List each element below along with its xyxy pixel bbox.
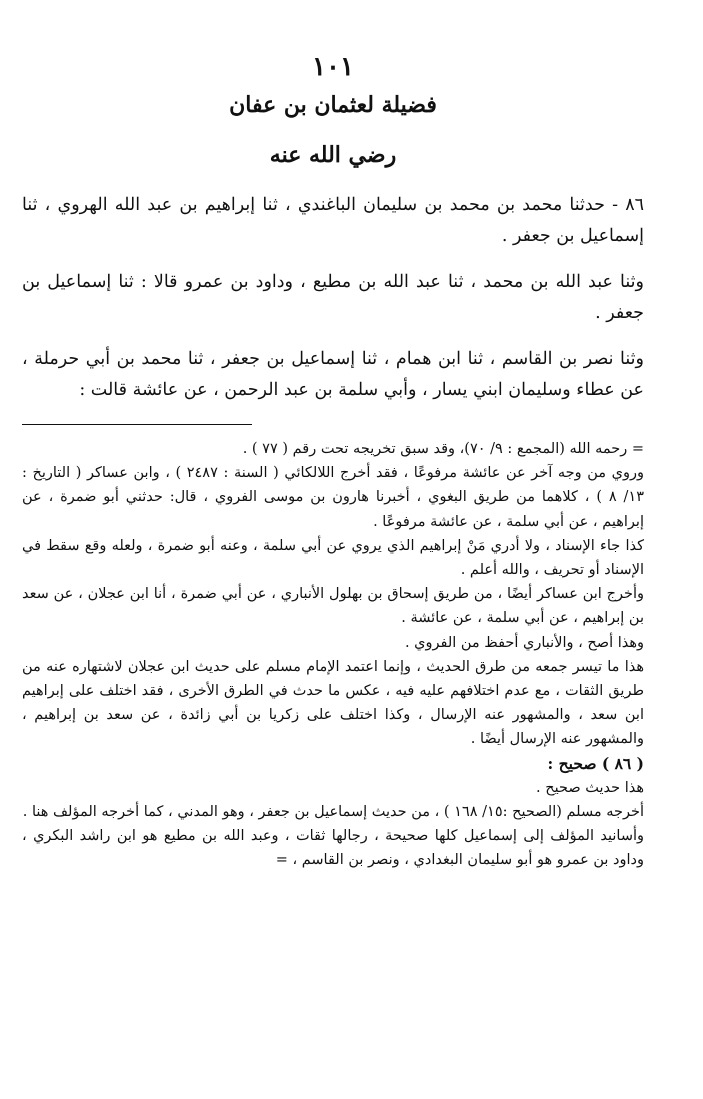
hadith-paragraph: وثنا نصر بن القاسم ، ثنا ابن همام ، ثنا إسماعيل بن جعفر ، ثنا محمد بن أبي حرملة ، عن عطاء وسليمان ابني يسار ، وأبي سلمة بن عبد الرحمن ، عن عائشة قالت : bbox=[22, 349, 644, 400]
footnote-heading: ( ٨٦ ) صحيح : bbox=[547, 753, 644, 773]
footnote-line: وروي من وجه آخر عن عائشة مرفوعًا ، فقد أخرج اللالكائي ( السنة : ٢٤٨٧ ) ، وابن عساكر ( التاريخ : ١٣/ ٨ ) ، كلاهما من طريق البغوي ، أخبرنا هارون بن موسى الفروي ، قال: حدثني أبو ضمرة ، عن إبراهيم ، عن أبي سلمة ، عن عائشة مرفوعًا . bbox=[22, 465, 644, 530]
footnote-line: وأسانيد المؤلف إلى إسماعيل كلها صحيحة ، رجالها ثقات ، وعبد الله بن مطيع هو ابن راشد البكري ، وداود بن عمرو هو أبو سليمان البغدادي ، ونصر بن القاسم ، = bbox=[22, 828, 644, 869]
footnote-separator bbox=[22, 424, 252, 425]
main-text bbox=[22, 190, 644, 406]
footnote-line: = رحمه الله (المجمع : ٩/ ٧٠)، وقد سبق تخريجه تحت رقم ( ٧٧ ) . bbox=[242, 441, 644, 457]
chapter-title: فضيلة لعثمان بن عفان bbox=[229, 92, 437, 118]
footnote-line: كذا جاء الإسناد ، ولا أدري مَنْ إبراهيم الذي يروي عن أبي سلمة ، وعنه أبو ضمرة ، ولعله وقع سقط في الإسناد أو تحريف ، والله أعلم . bbox=[22, 537, 644, 579]
hadith-paragraph: وثنا عبد الله بن محمد ، ثنا عبد الله بن مطيع ، وداود بن عمرو قالا : ثنا إسماعيل بن جعفر . bbox=[22, 272, 644, 323]
footnote-line: أخرجه مسلم (الصحيح :١٥/ ١٦٨ ) ، من حديث إسماعيل بن جعفر ، وهو المدني ، كما أخرجه المؤلف هنا . bbox=[22, 804, 644, 821]
footnote-line: وأخرج ابن عساكر أيضًا ، من طريق إسحاق بن بهلول الأنباري ، عن أبي ضمرة ، أنا ابن عجلان ، عن سعد بن إبراهيم ، عن أبي سلمة ، عن عائشة . bbox=[22, 586, 644, 627]
footnote-line: وهذا أصح ، والأنباري أحفظ من الفروي . bbox=[404, 634, 644, 651]
chapter-subtitle: رضي الله عنه bbox=[269, 142, 397, 168]
footnote-line: هذا حديث صحيح . bbox=[536, 779, 644, 796]
page-number: ١٠١ bbox=[312, 52, 354, 82]
footnote-line: هذا ما تيسر جمعه من طرق الحديث ، وإنما اعتمد الإمام مسلم على حديث ابن عجلان لاشتهاره عنه من طريق الثقات ، مع عدم اختلافهم عليه فيه ، عكس ما حدث في الطرق الأخرى ، فقد اختلف على إبراهيم ابن سعد ، والمشهور عنه الإرسال ، وكذا اختلف على زكريا بن أبي زائدة ، عن سعد بن إبراهيم ، والمشهور عنه الإرسال أيضًا . bbox=[22, 658, 644, 748]
footnotes bbox=[22, 437, 644, 873]
book-page bbox=[22, 50, 644, 873]
hadith-paragraph: ٨٦ - حدثنا محمد بن محمد بن سليمان الباغندي ، ثنا إبراهيم بن عبد الله الهروي ، ثنا إسماعيل بن جعفر . bbox=[22, 195, 644, 246]
